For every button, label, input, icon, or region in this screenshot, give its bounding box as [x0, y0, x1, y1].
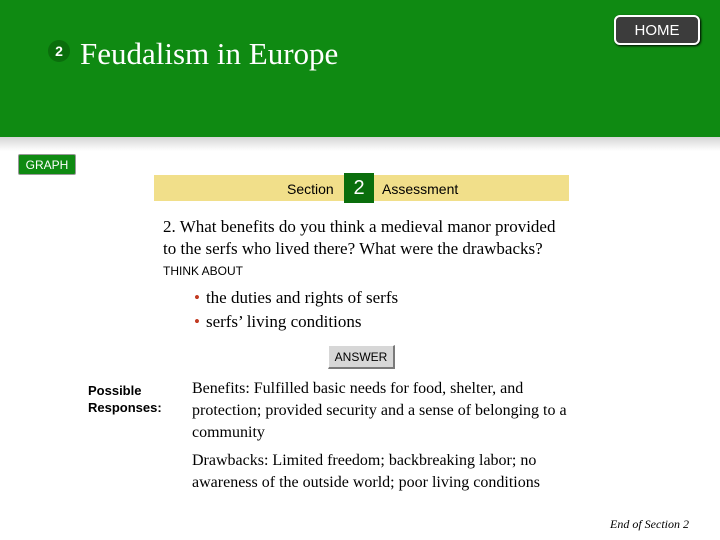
drawbacks-response: Drawbacks: Limited freedom; backbreaking labor; no awareness of the outside world; poor living conditions	[192, 452, 540, 491]
end-of-section-link[interactable]: End of Section 2	[610, 517, 689, 531]
benefits-response: Benefits: Fulfilled basic needs for food, shelter, and protection; provided security and a sense of belonging to a community	[192, 380, 567, 441]
assessment-label: Assessment	[382, 181, 459, 197]
possible-responses-heading: Possible Responses:	[88, 383, 162, 415]
header-divider	[0, 137, 720, 151]
bullet-icon: •	[194, 312, 200, 331]
list-item: • serfs’ living conditions	[194, 312, 362, 331]
question-body: 2. What benefits do you think a medieval manor provided to the serfs who lived there? What were the drawbacks?	[163, 217, 556, 258]
page-title: Feudalism in Europe	[80, 36, 339, 71]
think-about-label: THINK ABOUT	[163, 264, 244, 278]
bullet-icon: •	[194, 288, 200, 307]
section-number-badge: 2	[48, 40, 70, 62]
question-text	[163, 216, 563, 281]
home-button[interactable]: HOME	[614, 15, 700, 45]
assessment-section-label: Section	[287, 181, 334, 197]
think-about-list	[194, 286, 398, 334]
assessment-section-number: 2	[344, 173, 374, 203]
answer-button[interactable]: ANSWER	[328, 345, 395, 369]
graph-tab[interactable]: GRAPH	[18, 154, 76, 175]
list-item: • the duties and rights of serfs	[194, 288, 399, 307]
